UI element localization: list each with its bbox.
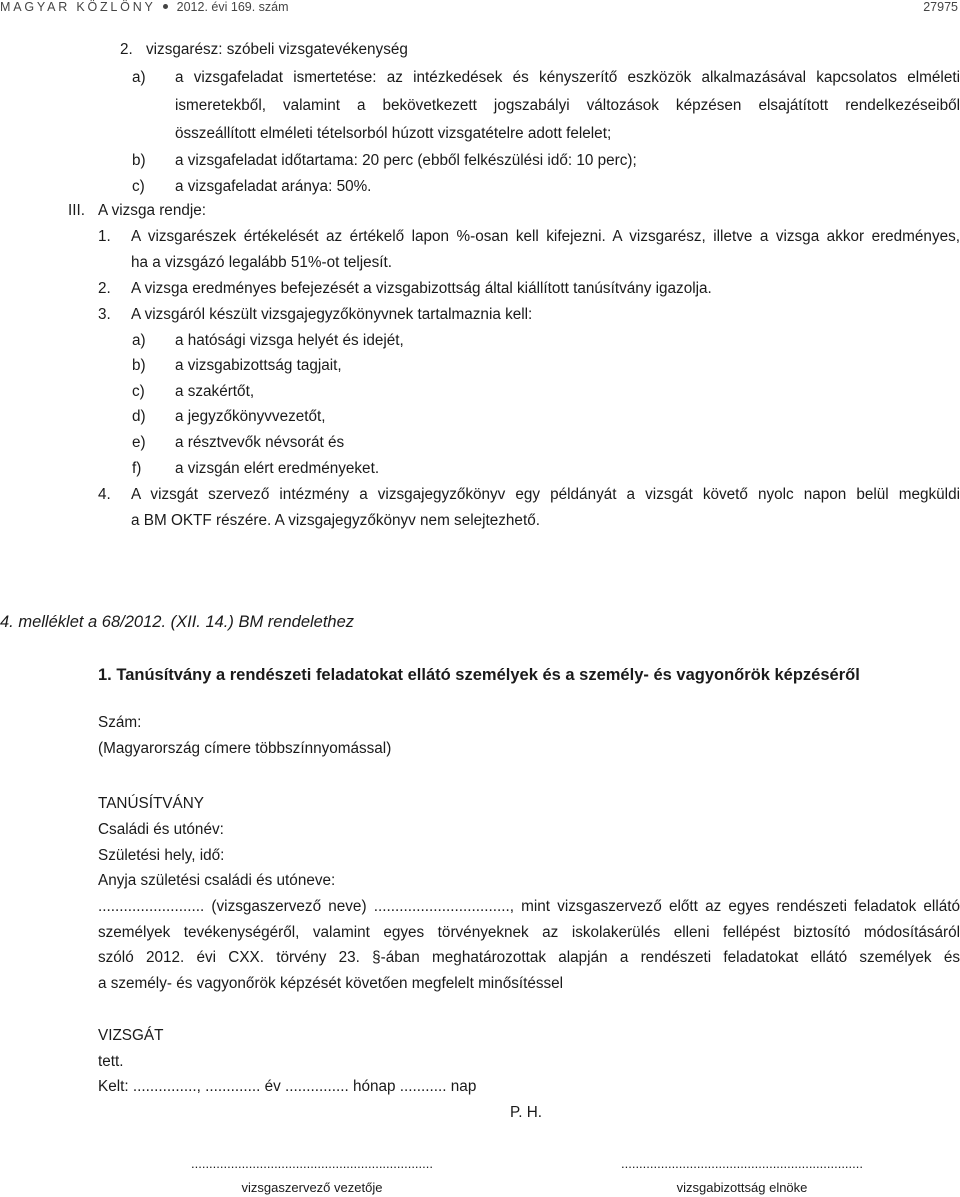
mother-name-field-label: Anyja születési családi és utóneve: <box>98 872 336 889</box>
publication-header <box>0 0 289 14</box>
page-number: 27975 <box>923 0 958 14</box>
annex-title: 4. melléklet a 68/2012. (XII. 14.) BM rendelethez <box>0 613 355 631</box>
rule-number: 2. <box>98 280 111 297</box>
list-item-text: a vizsgabizottság tagjait, <box>175 357 342 374</box>
list-item-label: e) <box>132 434 146 451</box>
exam-word: VIZSGÁT <box>98 1027 164 1044</box>
rule-number: 3. <box>98 306 111 323</box>
rule-text: a BM OKTF részére. A vizsgajegyzőkönyv nem selejtezhető. <box>131 512 540 529</box>
coat-of-arms-note: (Magyarország címere többszínnyomással) <box>98 740 392 757</box>
list-item-text: a szakértőt, <box>175 383 255 400</box>
list-item-label: f) <box>132 460 142 477</box>
signature-line-right: ................................................................... <box>621 1156 863 1171</box>
part-number: 2. <box>120 41 133 58</box>
rule-text: A vizsgáról készült vizsgajegyzőkönyvnek tartalmaznia kell: <box>131 306 533 323</box>
issue-number: 2012. évi 169. szám <box>176 0 289 14</box>
list-item-text: a vizsgán elért eredményeket. <box>175 460 380 477</box>
list-item-text: a jegyzőkönyvvezetőt, <box>175 408 326 425</box>
signature-label-left: vizsgaszervező vezetője <box>241 1180 383 1195</box>
certificate-text-line: szóló 2012. évi CXX. törvény 23. §-ában meghatározottak alapján a rendészeti feladatokat ellátó személyek és <box>98 949 960 966</box>
rule-number: 1. <box>98 228 111 245</box>
item-label: a) <box>132 69 146 86</box>
item-label: b) <box>132 152 146 169</box>
rule-text: A vizsga eredményes befejezését a vizsgabizottság által kiállított tanúsítvány igazolja. <box>131 280 712 297</box>
list-item-text: a résztvevők névsorát és <box>175 434 345 451</box>
rule-number: 4. <box>98 486 111 503</box>
bullet-icon <box>163 4 168 9</box>
signature-line-left: ................................................................... <box>191 1156 433 1171</box>
list-item-label: a) <box>132 332 146 349</box>
rule-text: A vizsgarészek értékelését az értékelő lapon %-osan kell kifejezni. A vizsgarész, illetve a vizsga akkor eredményes, <box>131 228 960 245</box>
certificate-text-line: személyek tevékenységéről, valamint egyes törvényeknek az iskolakerülés elleni fellépést biztosító módosításáról <box>98 924 960 941</box>
birth-field-label: Születési hely, idő: <box>98 847 225 864</box>
item-text: a vizsgafeladat ismertetése: az intézkedések és kényszerítő eszközök alkalmazásával kapcsolatos elméleti <box>175 69 960 86</box>
certificate-heading: 1. Tanúsítvány a rendészeti feladatokat ellátó személyek és a személy- és vagyonőrök képzéséről <box>98 666 860 684</box>
item-text: a vizsgafeladat aránya: 50%. <box>175 178 372 195</box>
list-item-label: b) <box>132 357 146 374</box>
item-text: a vizsgafeladat időtartama: 20 perc (ebből felkészülési idő: 10 perc); <box>175 152 637 169</box>
item-text: összeállított elméleti tételsorból húzott vizsgatételre adott felelet; <box>175 125 612 142</box>
stamp-placeholder: P. H. <box>510 1104 543 1121</box>
date-line: Kelt: ..............., ............. év ............... hónap ........... nap <box>98 1078 477 1095</box>
part-title: vizsgarész: szóbeli vizsgatevékenység <box>146 41 408 58</box>
certificate-text-line: ......................... (vizsgaszervező neve) ................................, mint vizsgaszervező előtt az egyes rendészeti feladatok ellátó <box>98 898 960 915</box>
rule-text: A vizsgát szervező intézmény a vizsgajegyzőkönyv egy példányát a vizsgát követő nyolc napon belül megküldi <box>131 486 960 503</box>
section-title: A vizsga rendje: <box>98 202 206 219</box>
certificate-text-line: a személy- és vagyonőrök képzését követően megfelelt minősítéssel <box>98 975 564 992</box>
item-text: ismeretekből, valamint a bekövetkezett jogszabályi változások képzésen elsajátított rendelkezéseiből <box>175 97 960 114</box>
number-field-label: Szám: <box>98 714 142 731</box>
list-item-label: d) <box>132 408 146 425</box>
certificate-label: TANÚSÍTVÁNY <box>98 795 204 812</box>
list-item-label: c) <box>132 383 145 400</box>
rule-text: ha a vizsgázó legalább 51%-ot teljesít. <box>131 254 393 271</box>
publication-title: MAGYAR KÖZLÖNY <box>0 0 156 14</box>
signature-label-right: vizsgabizottság elnöke <box>676 1180 808 1195</box>
list-item-text: a hatósági vizsga helyét és idejét, <box>175 332 404 349</box>
name-field-label: Családi és utónév: <box>98 821 224 838</box>
passed-word: tett. <box>98 1053 124 1070</box>
item-label: c) <box>132 178 145 195</box>
section-number: III. <box>68 202 85 219</box>
